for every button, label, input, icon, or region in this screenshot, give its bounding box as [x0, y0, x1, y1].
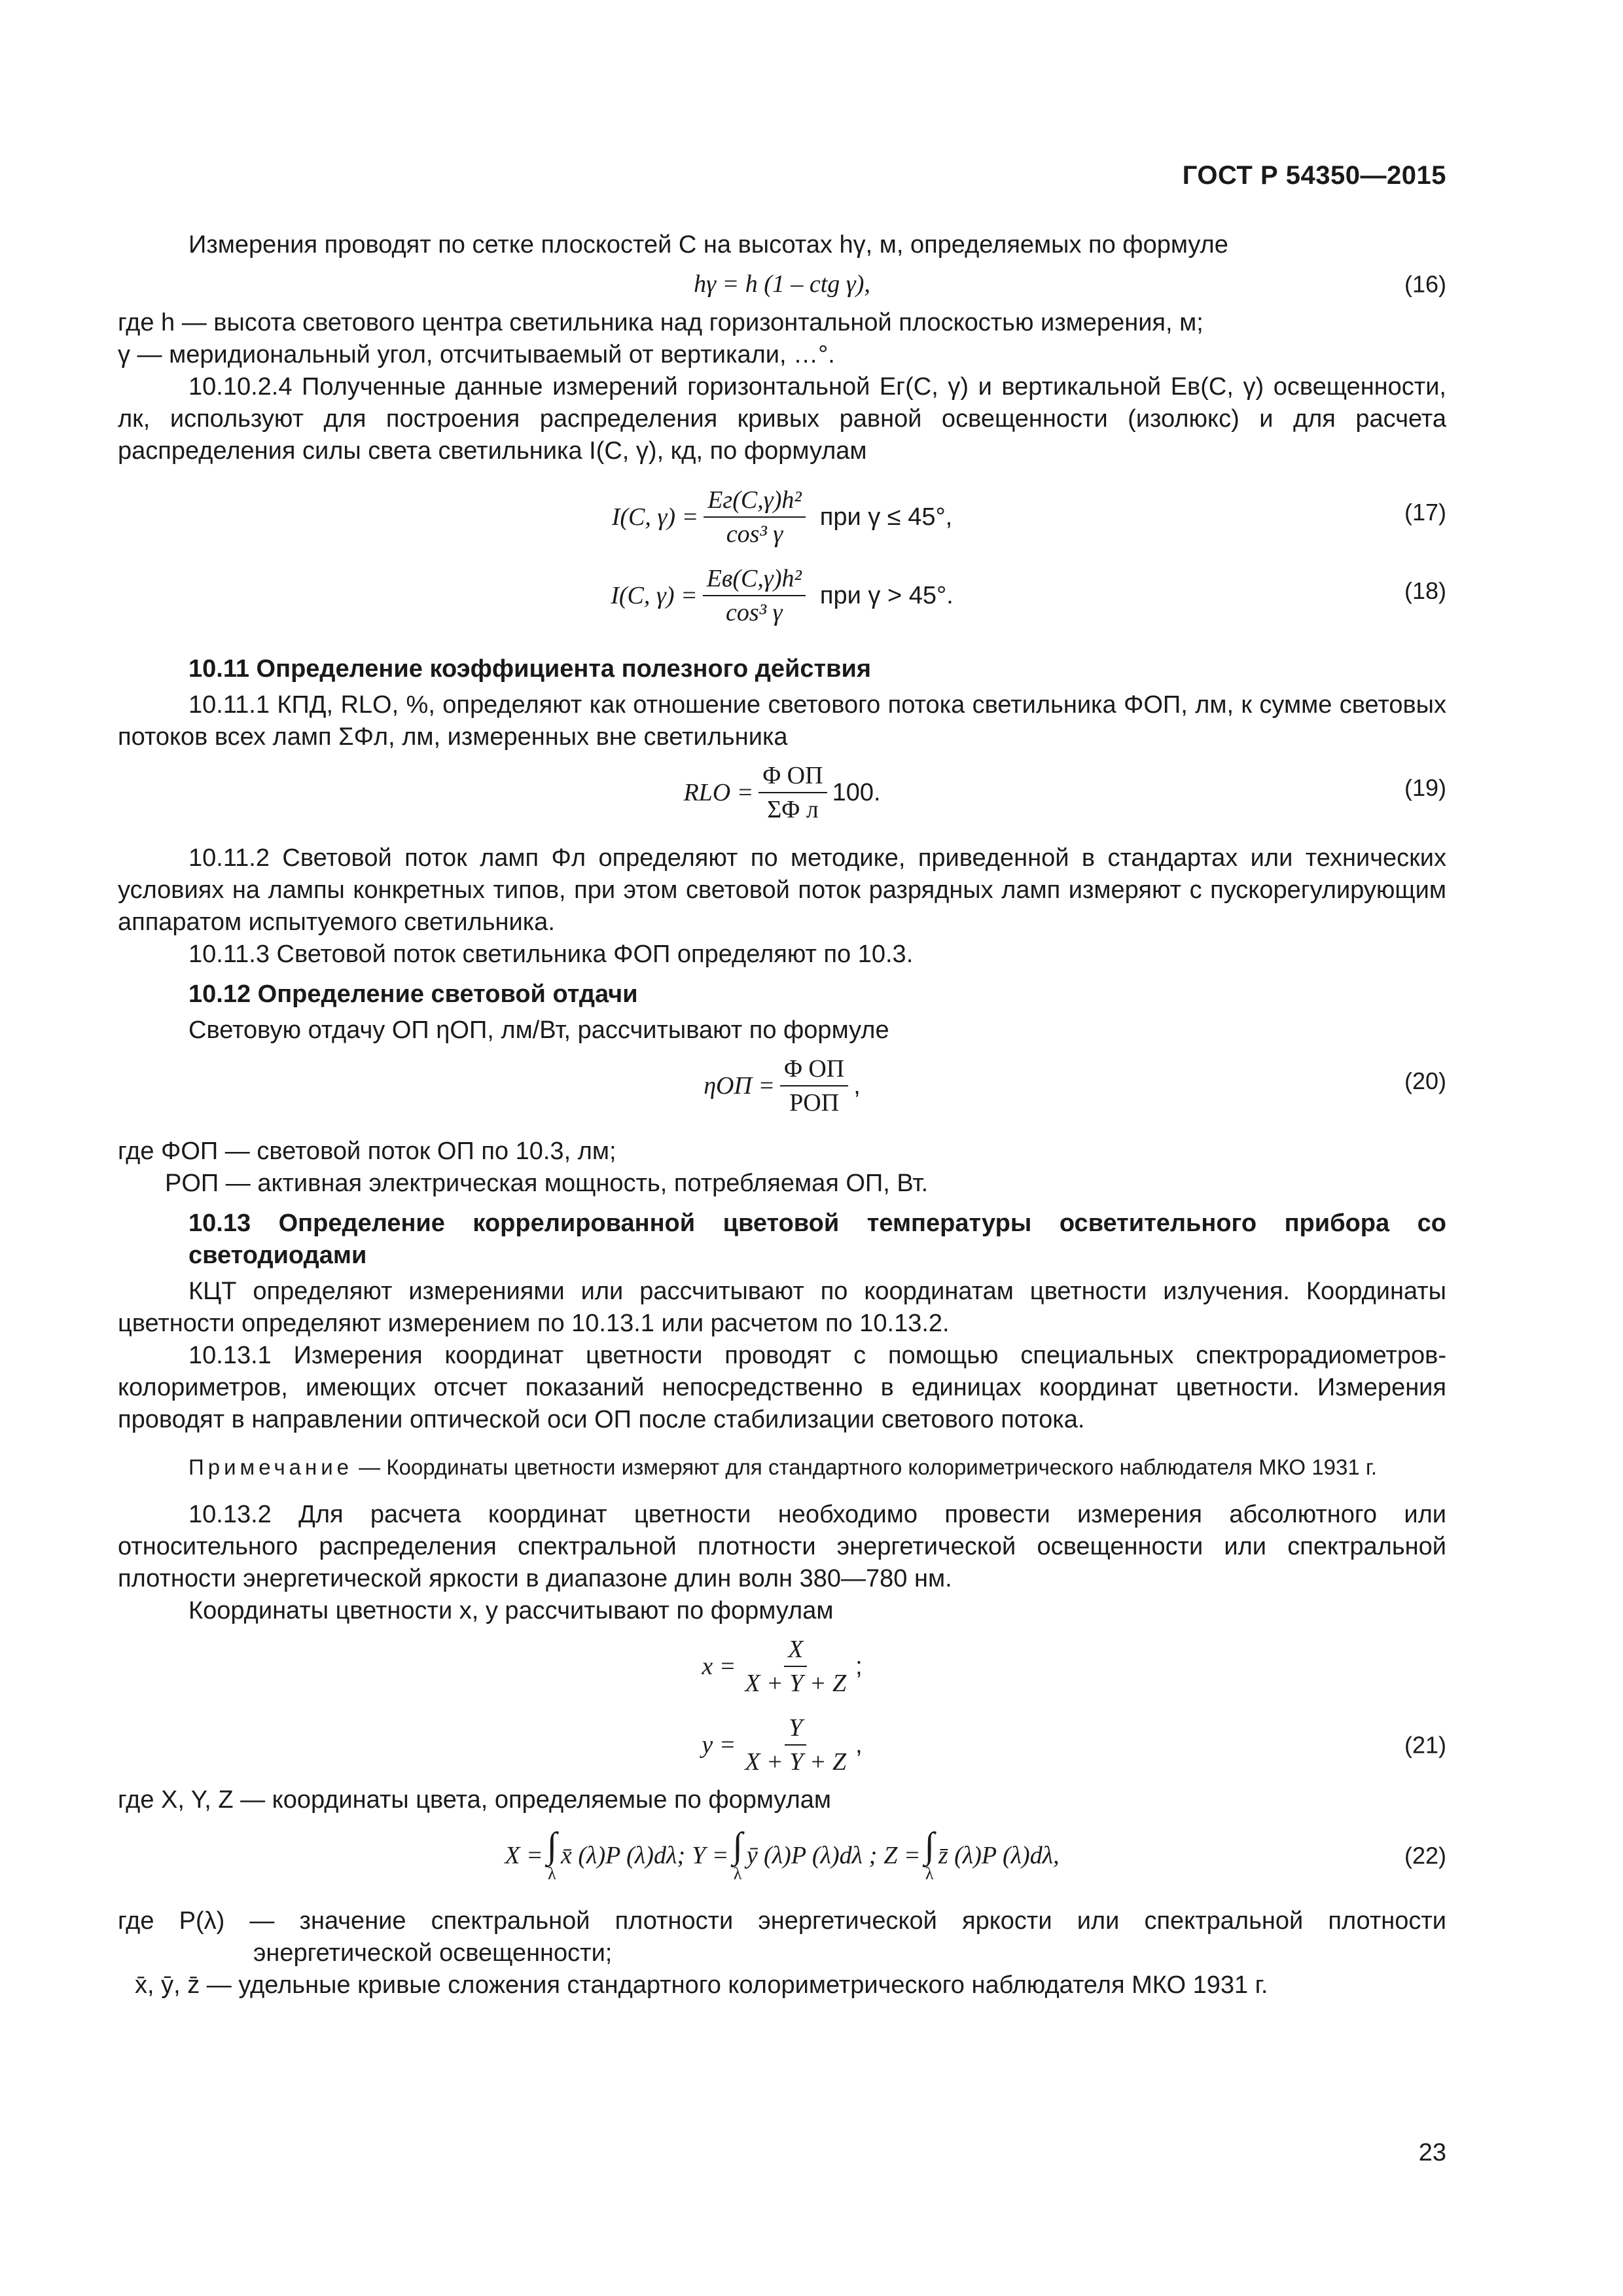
formula-number: (19): [1404, 774, 1446, 801]
paragraph: PОП — активная электрическая мощность, потребляемая ОП, Вт.: [165, 1170, 929, 1197]
integral-body: z̄ (λ)P (λ)dλ,: [938, 1841, 1060, 1869]
formula-tail: 100.: [832, 778, 881, 806]
formula-lhs: Y =: [692, 1841, 729, 1869]
paragraph: x̄, ȳ, z̄ — удельные кривые сложения стандартного колориметрического наблюдателя МКО 1931 г.: [135, 1971, 1268, 1999]
formula-tail: ;: [855, 1652, 863, 1680]
formula-21a: [118, 1627, 1446, 1706]
formula-number: (21): [1404, 1731, 1446, 1759]
paragraph: 10.11.1 КПД, RLO, %, определяют как отношение светового потока светильника ΦОП, лм, к сумме световых потоков всех ламп ΣΦл, лм, измеренных вне светильника: [118, 691, 1446, 751]
formula-number: (18): [1404, 577, 1446, 604]
fraction-denominator: X + Y + Z: [745, 1670, 847, 1697]
formula-lhs: I(C, γ) =: [611, 503, 699, 531]
paragraph: Координаты цветности x, y рассчитывают по формулам: [188, 1597, 834, 1624]
fraction-numerator: Φ ОП: [780, 1054, 848, 1086]
fraction-denominator: ΣΦ л: [767, 796, 819, 823]
formula-fraction: [704, 485, 806, 549]
formula-fraction: [741, 1713, 850, 1777]
formula-22: [118, 1816, 1446, 1895]
paragraph: 10.10.2.4 Полученные данные измерений горизонтальной Eг(C, γ) и вертикальной Eв(C, γ) освещенности, лк, используют для построения распределения кривых равной освещенности (изолюкс) и для расчета распределения силы света светильника I(C, γ), кд, по формулам: [118, 373, 1446, 465]
paragraph: γ — меридиональный угол, отсчитываемый от вертикали, …°.: [118, 341, 835, 368]
note-text: — Координаты цветности измеряют для стандартного колориметрического наблюдателя МКО 1931 г.: [353, 1455, 1378, 1479]
integral-limit: λ: [925, 1864, 934, 1883]
paragraph: 10.11.3 Световой поток светильника ΦОП определяют по 10.3.: [188, 941, 914, 968]
formula-lhs: I(C, γ) =: [611, 581, 698, 609]
formula-fraction: [758, 761, 827, 825]
fraction-denominator: cos³ γ: [726, 520, 783, 548]
formula-tail: ,: [853, 1071, 861, 1100]
fraction-numerator: X: [784, 1634, 807, 1667]
formula-fraction: [780, 1054, 848, 1118]
formula-lhs: X =: [505, 1841, 543, 1869]
fraction-numerator: Y: [785, 1713, 806, 1746]
integral-sign: ∫ λ: [732, 1825, 743, 1883]
formula-16: [118, 261, 1446, 307]
section-heading: 10.13 Определение коррелированной цветовой температуры осветительного прибора со светодиодами: [188, 1210, 1446, 1269]
paragraph: где h — высота светового центра светильника над горизонтальной плоскостью измерения, м;: [118, 309, 1204, 336]
note: [118, 1453, 1446, 1482]
integral-body: ȳ (λ)P (λ)dλ ;: [746, 1841, 878, 1869]
formula-lhs: RLO =: [683, 778, 754, 806]
paragraph: 10.13.2 Для расчета координат цветности необходимо провести измерения абсолютного или относительного распределения спектральной плотности энергетической освещенности или спектральной плотности энергетической яркости в диапазоне длин волн 380—780 нм.: [118, 1501, 1446, 1592]
integral-sign: ∫ λ: [546, 1825, 558, 1883]
paragraph: КЦТ определяют измерениями или рассчитывают по координатам цветности излучения. Координаты цветности определяют измерением по 10.13.1 или расчетом по 10.13.2.: [118, 1278, 1446, 1337]
paragraph: где P(λ) — значение спектральной плотности энергетической яркости или спектральной плотности энергетической освещенности;: [118, 1907, 1446, 1967]
formula-number: (20): [1404, 1067, 1446, 1094]
paragraph: Световую отдачу ОП ηОП, лм/Вт, рассчитывают по формуле: [188, 1016, 889, 1044]
integral-sign: ∫ λ: [924, 1825, 935, 1883]
paragraph: где ΦОП — световой поток ОП по 10.3, лм;: [118, 1138, 616, 1165]
integral-limit: λ: [548, 1864, 556, 1883]
section-heading: 10.12 Определение световой отдачи: [188, 980, 638, 1008]
section-heading: 10.11 Определение коэффициента полезного действия: [188, 655, 872, 683]
formula-20: [118, 1047, 1446, 1125]
formula-expression: hγ = h (1 – ctg γ),: [694, 270, 870, 298]
formula-number: (17): [1404, 499, 1446, 526]
formula-18: [118, 556, 1446, 635]
formula-tail: ,: [855, 1731, 863, 1759]
formula-lhs: x =: [702, 1652, 736, 1680]
paragraph: 10.11.2 Световой поток ламп Φл определяют по методике, приведенной в стандартах или технических условиях на лампы конкретных типов, при этом световой поток разрядных ламп измеряют с пускорегулирующим аппаратом испытуемого светильника.: [118, 844, 1446, 936]
formula-condition: при γ ≤ 45°,: [819, 503, 953, 531]
formula-number: (22): [1404, 1842, 1446, 1869]
fraction-numerator: Eв(C,γ)h²: [703, 564, 806, 596]
formula-21b: [118, 1706, 1446, 1784]
formula-fraction: [703, 564, 806, 628]
paragraph: где X, Y, Z — координаты цвета, определяемые по формулам: [118, 1786, 831, 1814]
formula-lhs: ηОП =: [704, 1071, 776, 1100]
note-label: Примечание: [188, 1455, 353, 1479]
fraction-numerator: Φ ОП: [758, 761, 827, 793]
fraction-denominator: PОП: [789, 1089, 840, 1117]
integral-limit: λ: [733, 1864, 742, 1883]
page-content: [118, 229, 1446, 2001]
formula-lhs: y =: [702, 1731, 736, 1759]
standard-header: ГОСТ Р 54350—2015: [1182, 161, 1446, 190]
formula-number: (16): [1404, 270, 1446, 298]
formula-19: [118, 753, 1446, 832]
formula-fraction: [741, 1634, 850, 1698]
formula-condition: при γ > 45°.: [819, 581, 954, 609]
formula-17: [118, 478, 1446, 556]
fraction-denominator: cos³ γ: [726, 599, 783, 626]
paragraph: Измерения проводят по сетке плоскостей C на высотах hγ, м, определяемых по формуле: [188, 231, 1228, 259]
integral-body: x̄ (λ)P (λ)dλ;: [561, 1841, 686, 1869]
formula-lhs: Z =: [883, 1841, 921, 1869]
paragraph: 10.13.1 Измерения координат цветности проводят с помощью специальных спектрорадиометров-колориметров, имеющих отсчет показаний непосредственно в единицах координат цветности. Измерения проводят в направлении оптической оси ОП после стабилизации светового потока.: [118, 1342, 1446, 1433]
fraction-denominator: X + Y + Z: [745, 1748, 847, 1776]
page-number: 23: [1418, 2139, 1446, 2166]
fraction-numerator: Eг(C,γ)h²: [704, 485, 806, 518]
